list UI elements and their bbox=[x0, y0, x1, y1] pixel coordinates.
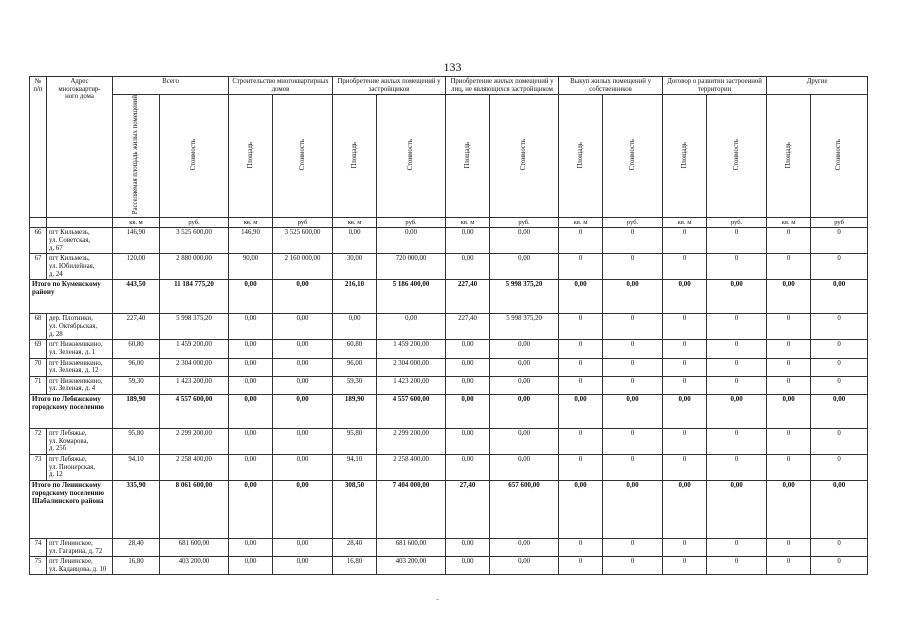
value-cell: 0 bbox=[559, 557, 603, 575]
value-cell: 0,00 bbox=[273, 429, 333, 455]
value-cell: 5 998 375,20 bbox=[490, 280, 559, 314]
value-cell: 0 bbox=[663, 254, 707, 280]
subtotal-row bbox=[30, 280, 868, 314]
value-cell: 0,00 bbox=[603, 481, 663, 539]
value-cell: 0 bbox=[663, 557, 707, 575]
value-cell: 0 bbox=[767, 254, 811, 280]
value-cell: 0,00 bbox=[811, 481, 868, 539]
value-cell: 0,00 bbox=[811, 280, 868, 314]
value-cell: 0 bbox=[559, 376, 603, 394]
value-cell: 0,00 bbox=[490, 429, 559, 455]
value-cell: 403 200,00 bbox=[160, 557, 229, 575]
table-row bbox=[30, 254, 868, 280]
value-cell: 0 bbox=[559, 228, 603, 254]
value-cell: 0 bbox=[767, 340, 811, 358]
value-cell: 2 304 000,00 bbox=[160, 358, 229, 376]
value-cell: 30,00 bbox=[333, 254, 377, 280]
value-cell: 0 bbox=[663, 228, 707, 254]
value-cell: 0 bbox=[603, 539, 663, 557]
value-cell: 0 bbox=[767, 358, 811, 376]
value-cell: 0,00 bbox=[273, 539, 333, 557]
value-cell: 95,80 bbox=[113, 429, 160, 455]
value-cell: 0,00 bbox=[229, 429, 273, 455]
value-cell: 27,40 bbox=[446, 481, 490, 539]
value-cell: 0 bbox=[767, 539, 811, 557]
value-cell: 0 bbox=[707, 358, 767, 376]
table-row bbox=[30, 455, 868, 481]
value-cell: 0,00 bbox=[663, 481, 707, 539]
value-cell: 0 bbox=[811, 314, 868, 340]
header-col-number: № п/п bbox=[30, 77, 47, 218]
value-cell: 96,00 bbox=[113, 358, 160, 376]
value-cell: 0 bbox=[811, 539, 868, 557]
value-cell: 0,00 bbox=[377, 314, 446, 340]
row-number: 67 bbox=[30, 254, 47, 280]
value-cell: 0 bbox=[603, 376, 663, 394]
units-cell: кв. м bbox=[767, 218, 811, 228]
value-cell: 0,00 bbox=[559, 280, 603, 314]
subheader-area: Площадь bbox=[767, 95, 811, 218]
address-cell: пгт Нижнеивкино, ул. Зеленая, д. 1 bbox=[47, 340, 113, 358]
units-cell: руб bbox=[273, 218, 333, 228]
value-cell: 0,00 bbox=[273, 395, 333, 429]
value-cell: 0 bbox=[811, 429, 868, 455]
value-cell: 227,40 bbox=[446, 314, 490, 340]
value-cell: 0,00 bbox=[490, 254, 559, 280]
value-cell: 0,00 bbox=[811, 395, 868, 429]
value-cell: 0 bbox=[559, 340, 603, 358]
value-cell: 0,00 bbox=[707, 280, 767, 314]
address-cell: пгт Нижнеивкино, ул. Зеленая, д. 4 bbox=[47, 376, 113, 394]
subtotal-label: Итого по Куменскому району bbox=[30, 280, 113, 314]
value-cell: 335,90 bbox=[113, 481, 160, 539]
value-cell: 0,00 bbox=[490, 228, 559, 254]
value-cell: 0 bbox=[559, 254, 603, 280]
value-cell: 60,80 bbox=[333, 340, 377, 358]
value-cell: 0 bbox=[811, 254, 868, 280]
value-cell: 227,40 bbox=[446, 280, 490, 314]
value-cell: 0,00 bbox=[273, 280, 333, 314]
value-cell: 0,00 bbox=[490, 557, 559, 575]
value-cell: 0 bbox=[811, 557, 868, 575]
value-cell: 0,00 bbox=[446, 254, 490, 280]
table-row bbox=[30, 429, 868, 455]
subheader-cost: Стоимость bbox=[273, 95, 333, 218]
table-row bbox=[30, 539, 868, 557]
units-cell: кв. м bbox=[333, 218, 377, 228]
table-row bbox=[30, 314, 868, 340]
value-cell: 0 bbox=[707, 557, 767, 575]
value-cell: 3 525 600,00 bbox=[160, 228, 229, 254]
value-cell: 0 bbox=[811, 376, 868, 394]
row-number: 70 bbox=[30, 358, 47, 376]
units-cell bbox=[30, 218, 47, 228]
value-cell: 0,00 bbox=[767, 280, 811, 314]
header-group-construction: Строительство многоквартирных домов bbox=[229, 77, 333, 95]
row-number: 68 bbox=[30, 314, 47, 340]
value-cell: 0 bbox=[707, 254, 767, 280]
value-cell: 0 bbox=[767, 455, 811, 481]
value-cell: 59,30 bbox=[113, 376, 160, 394]
subheader-cost: Стоимость bbox=[377, 95, 446, 218]
value-cell: 94,10 bbox=[333, 455, 377, 481]
value-cell: 0,00 bbox=[767, 481, 811, 539]
value-cell: 0 bbox=[811, 340, 868, 358]
value-cell: 0,00 bbox=[603, 395, 663, 429]
value-cell: 28,40 bbox=[113, 539, 160, 557]
value-cell: 0 bbox=[663, 429, 707, 455]
value-cell: 443,50 bbox=[113, 280, 160, 314]
value-cell: 403 200,00 bbox=[377, 557, 446, 575]
table-row bbox=[30, 340, 868, 358]
units-cell: кв. м bbox=[229, 218, 273, 228]
value-cell: 96,00 bbox=[333, 358, 377, 376]
value-cell: 2 160 000,00 bbox=[273, 254, 333, 280]
units-cell: кв. м bbox=[446, 218, 490, 228]
row-number: 75 bbox=[30, 557, 47, 575]
value-cell: 0 bbox=[603, 429, 663, 455]
value-cell: 0 bbox=[663, 340, 707, 358]
housing-program-table bbox=[29, 76, 868, 575]
value-cell: 0,00 bbox=[229, 340, 273, 358]
value-cell: 11 184 775,20 bbox=[160, 280, 229, 314]
subheader-area: Площадь bbox=[663, 95, 707, 218]
value-cell: 0,00 bbox=[490, 358, 559, 376]
value-cell: 0 bbox=[707, 314, 767, 340]
value-cell: 0,00 bbox=[229, 280, 273, 314]
header-row-groups bbox=[30, 77, 868, 95]
value-cell: 2 258 400,00 bbox=[377, 455, 446, 481]
value-cell: 0 bbox=[603, 254, 663, 280]
value-cell: 189,90 bbox=[113, 395, 160, 429]
value-cell: 120,00 bbox=[113, 254, 160, 280]
units-cell: руб. bbox=[603, 218, 663, 228]
value-cell: 216,10 bbox=[333, 280, 377, 314]
value-cell: 1 423 200,00 bbox=[160, 376, 229, 394]
value-cell: 0,00 bbox=[490, 340, 559, 358]
subheader-area: Площадь bbox=[559, 95, 603, 218]
value-cell: 227,40 bbox=[113, 314, 160, 340]
header-col-address: Адрес многоквартир- ного дома bbox=[47, 77, 113, 218]
subheader-cost: Стоимость bbox=[490, 95, 559, 218]
value-cell: 0,00 bbox=[446, 340, 490, 358]
subtotal-row bbox=[30, 481, 868, 539]
value-cell: 0 bbox=[559, 429, 603, 455]
value-cell: 95,80 bbox=[333, 429, 377, 455]
address-cell: пгт Кильмезь, ул. Юбилейная, д. 24 bbox=[47, 254, 113, 280]
table-row bbox=[30, 228, 868, 254]
table-row bbox=[30, 376, 868, 394]
value-cell: 0 bbox=[767, 557, 811, 575]
value-cell: 0 bbox=[707, 429, 767, 455]
units-cell: руб. bbox=[490, 218, 559, 228]
row-number: 71 bbox=[30, 376, 47, 394]
row-number: 74 bbox=[30, 539, 47, 557]
value-cell: 657 600,00 bbox=[490, 481, 559, 539]
value-cell: 0,00 bbox=[446, 429, 490, 455]
value-cell: 0,00 bbox=[767, 395, 811, 429]
value-cell: 5 998 375,20 bbox=[160, 314, 229, 340]
value-cell: 681 600,00 bbox=[160, 539, 229, 557]
value-cell: 0 bbox=[707, 539, 767, 557]
address-cell: дер. Плотники, ул. Октябрьская, д. 28 bbox=[47, 314, 113, 340]
value-cell: 0 bbox=[559, 455, 603, 481]
value-cell: 2 299 200,00 bbox=[160, 429, 229, 455]
value-cell: 0 bbox=[603, 455, 663, 481]
value-cell: 0 bbox=[663, 358, 707, 376]
value-cell: 16,80 bbox=[113, 557, 160, 575]
value-cell: 2 880 000,00 bbox=[160, 254, 229, 280]
value-cell: 0 bbox=[559, 539, 603, 557]
value-cell: 1 423 200,00 bbox=[377, 376, 446, 394]
units-cell bbox=[47, 218, 113, 228]
value-cell: 0,00 bbox=[229, 455, 273, 481]
header-group-developer-purchase: Приобретение жилых помещений у застройщиков bbox=[333, 77, 446, 95]
value-cell: 0 bbox=[663, 539, 707, 557]
value-cell: 0,00 bbox=[446, 376, 490, 394]
value-cell: 0,00 bbox=[707, 395, 767, 429]
value-cell: 0,00 bbox=[446, 455, 490, 481]
value-cell: 0 bbox=[707, 228, 767, 254]
value-cell: 0,00 bbox=[229, 395, 273, 429]
value-cell: 0,00 bbox=[663, 395, 707, 429]
value-cell: 0,00 bbox=[446, 395, 490, 429]
address-cell: пгт Лебяжье, ул. Пионерская, д. 12 bbox=[47, 455, 113, 481]
units-row bbox=[30, 218, 868, 228]
value-cell: 0,00 bbox=[333, 228, 377, 254]
table-row bbox=[30, 358, 868, 376]
value-cell: 2 258 400,00 bbox=[160, 455, 229, 481]
value-cell: 0 bbox=[603, 358, 663, 376]
value-cell: 0 bbox=[603, 228, 663, 254]
value-cell: 308,50 bbox=[333, 481, 377, 539]
value-cell: 0,00 bbox=[663, 280, 707, 314]
value-cell: 0,00 bbox=[229, 557, 273, 575]
value-cell: 0,00 bbox=[229, 539, 273, 557]
value-cell: 2 304 000,00 bbox=[377, 358, 446, 376]
value-cell: 0,00 bbox=[229, 376, 273, 394]
value-cell: 94,10 bbox=[113, 455, 160, 481]
value-cell: 0 bbox=[663, 455, 707, 481]
value-cell: 90,00 bbox=[229, 254, 273, 280]
units-cell: кв. м bbox=[559, 218, 603, 228]
value-cell: 0 bbox=[707, 455, 767, 481]
value-cell: 0,00 bbox=[273, 481, 333, 539]
scan-dot bbox=[436, 599, 439, 600]
subtotal-label: Итого по Ленинскому городскому поселению Шабалинского района bbox=[30, 481, 113, 539]
row-number: 72 bbox=[30, 429, 47, 455]
value-cell: 8 061 600,00 bbox=[160, 481, 229, 539]
value-cell: 0 bbox=[603, 314, 663, 340]
address-cell: пгт Лебяжье, ул. Комарова, д. 25б bbox=[47, 429, 113, 455]
value-cell: 0,00 bbox=[446, 358, 490, 376]
header-row-subcolumns bbox=[30, 95, 868, 218]
subtotal-row bbox=[30, 395, 868, 429]
subtotal-label: Итого по Лебяжскому городскому поселению bbox=[30, 395, 113, 429]
value-cell: 0,00 bbox=[273, 358, 333, 376]
value-cell: 0,00 bbox=[446, 228, 490, 254]
subheader-cost: Стоимость bbox=[603, 95, 663, 218]
value-cell: 4 557 600,00 bbox=[377, 395, 446, 429]
value-cell: 720 000,00 bbox=[377, 254, 446, 280]
header-group-non-developer-purchase: Приобретение жилых помещений у лиц, не являющихся застройщиком bbox=[446, 77, 559, 95]
value-cell: 0 bbox=[811, 358, 868, 376]
value-cell: 0 bbox=[663, 376, 707, 394]
value-cell: 0,00 bbox=[603, 280, 663, 314]
subheader-area: Площадь bbox=[446, 95, 490, 218]
address-cell: пгт Ленинское, ул. Кадавцова, д. 10 bbox=[47, 557, 113, 575]
value-cell: 1 459 200,00 bbox=[377, 340, 446, 358]
header-group-territory-contract: Договор о развитии застроенной территории bbox=[663, 77, 767, 95]
units-cell: руб bbox=[811, 218, 868, 228]
subheader-area: Площадь bbox=[333, 95, 377, 218]
row-number: 73 bbox=[30, 455, 47, 481]
value-cell: 0,00 bbox=[446, 557, 490, 575]
subheader-cost: Стоимость bbox=[811, 95, 868, 218]
value-cell: 0,00 bbox=[707, 481, 767, 539]
value-cell: 16,80 bbox=[333, 557, 377, 575]
value-cell: 0,00 bbox=[559, 481, 603, 539]
address-cell: пгт Нижнеивкино, ул. Зеленая, д. 12 bbox=[47, 358, 113, 376]
value-cell: 0 bbox=[603, 340, 663, 358]
value-cell: 0,00 bbox=[273, 557, 333, 575]
value-cell: 0,00 bbox=[229, 314, 273, 340]
units-cell: кв. м bbox=[663, 218, 707, 228]
table-row bbox=[30, 557, 868, 575]
value-cell: 1 459 200,00 bbox=[160, 340, 229, 358]
value-cell: 3 525 600,00 bbox=[273, 228, 333, 254]
subheader-cost: Стоимость bbox=[160, 95, 229, 218]
units-cell: руб. bbox=[377, 218, 446, 228]
value-cell: 0,00 bbox=[490, 376, 559, 394]
subheader-relocated-area: Расселяемая площадь жилых помещений bbox=[113, 95, 160, 218]
value-cell: 681 600,00 bbox=[377, 539, 446, 557]
header-group-total: Всего bbox=[113, 77, 229, 95]
value-cell: 5 998 375,20 bbox=[490, 314, 559, 340]
row-number: 66 bbox=[30, 228, 47, 254]
value-cell: 0 bbox=[767, 228, 811, 254]
units-cell: руб. bbox=[707, 218, 767, 228]
row-number: 69 bbox=[30, 340, 47, 358]
value-cell: 0 bbox=[811, 228, 868, 254]
value-cell: 0,00 bbox=[490, 395, 559, 429]
value-cell: 0,00 bbox=[229, 481, 273, 539]
value-cell: 0,00 bbox=[229, 358, 273, 376]
header-group-buyout: Выкуп жилых помещений у собственников bbox=[559, 77, 663, 95]
value-cell: 0 bbox=[559, 314, 603, 340]
value-cell: 0 bbox=[767, 429, 811, 455]
value-cell: 0 bbox=[767, 314, 811, 340]
address-cell: пгт Кильмезь, ул. Советская, д. 67 bbox=[47, 228, 113, 254]
value-cell: 146,90 bbox=[113, 228, 160, 254]
value-cell: 0,00 bbox=[490, 455, 559, 481]
value-cell: 0 bbox=[811, 455, 868, 481]
value-cell: 5 186 400,00 bbox=[377, 280, 446, 314]
units-cell: кв. м bbox=[113, 218, 160, 228]
value-cell: 59,30 bbox=[333, 376, 377, 394]
value-cell: 0,00 bbox=[446, 539, 490, 557]
value-cell: 28,40 bbox=[333, 539, 377, 557]
value-cell: 0,00 bbox=[559, 395, 603, 429]
value-cell: 60,80 bbox=[113, 340, 160, 358]
value-cell: 0,00 bbox=[377, 228, 446, 254]
value-cell: 0 bbox=[663, 314, 707, 340]
value-cell: 0,00 bbox=[273, 314, 333, 340]
value-cell: 7 404 000,00 bbox=[377, 481, 446, 539]
header-group-other: Другие bbox=[767, 77, 868, 95]
value-cell: 0,00 bbox=[273, 455, 333, 481]
units-cell: руб. bbox=[160, 218, 229, 228]
value-cell: 0,00 bbox=[273, 340, 333, 358]
value-cell: 0,00 bbox=[333, 314, 377, 340]
value-cell: 0 bbox=[707, 340, 767, 358]
value-cell: 0,00 bbox=[490, 539, 559, 557]
value-cell: 189,90 bbox=[333, 395, 377, 429]
value-cell: 0 bbox=[559, 358, 603, 376]
value-cell: 146,90 bbox=[229, 228, 273, 254]
value-cell: 0 bbox=[603, 557, 663, 575]
value-cell: 2 299 200,00 bbox=[377, 429, 446, 455]
value-cell: 0 bbox=[707, 376, 767, 394]
value-cell: 0,00 bbox=[273, 376, 333, 394]
subheader-cost: Стоимость bbox=[707, 95, 767, 218]
page-number: 133 bbox=[443, 60, 462, 74]
value-cell: 4 557 600,00 bbox=[160, 395, 229, 429]
address-cell: пгт Ленинское, ул. Гагарина, д. 72 bbox=[47, 539, 113, 557]
subheader-area: Площадь bbox=[229, 95, 273, 218]
value-cell: 0 bbox=[767, 376, 811, 394]
